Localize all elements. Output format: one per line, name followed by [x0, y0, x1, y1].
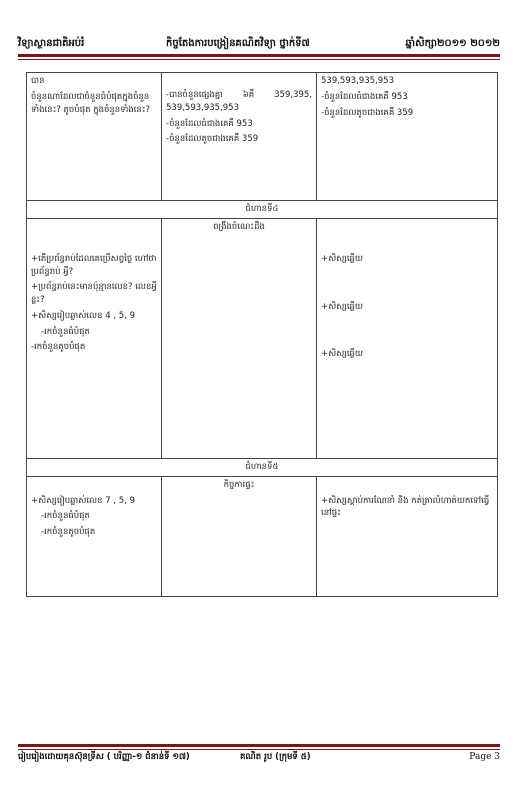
cell-student-activity: +សិស្សឆ្លើយ +សិស្សឆ្លើយ +សិស្សឆ្លើយ	[317, 218, 498, 458]
cell-content	[162, 218, 317, 458]
cell-teacher-activity: បាន ចំនួនណាដែលជាចំនួនធំបំផុតក្នុងចំនួនទាំងនេះ? តូចបំផុត ក្នុងចំនួនទាំងនេះ?	[27, 73, 162, 201]
cell-teacher-activity: +សិស្សរៀបឆ្លាស់លេខ 7 , 5, 9 -រកចំនួនធំបំផុត -រកចំនួនតូចបំផុត	[27, 476, 162, 596]
cell-student-activity: +សិស្សស្តាប់ការណែនាំ និង កត់ត្រាលំហាត់យកទៅធ្វើនៅផ្ទះ	[317, 476, 498, 596]
footer-rule	[18, 744, 500, 747]
header-rule	[18, 54, 500, 57]
cell-student-activity: 539,593,935,953 -ចំនួនដែលធំជាងគេគឺ 953 -ចំនួនដែលតូចជាងគេគឺ 359	[317, 73, 498, 201]
step-5-subheader: កិច្ចការផ្ទះ	[223, 479, 255, 490]
header-year: ឆ្នាំសិក្សា២០១១ ២០១២	[405, 38, 500, 49]
lesson-plan-table	[26, 72, 498, 597]
page-header	[18, 36, 500, 50]
cell-teacher-activity: +តើប្រព័ន្ធរាប់ដែលគេប្រើសព្វថ្ងៃ ហៅថាប្រព័ន្ធរាប់ អ្វី? +ប្រព័ន្ធរាប់នេះមានប៉ុន្មានលេខ? លេខអ្វីខ្លះ? +សិស្សរៀបឆ្លាស់លេខ 4 , 5, 9 -រកចំនួនធំបំផុត -រកចំនួនតូចបំផុត	[27, 218, 162, 458]
header-rule-thin	[18, 59, 500, 60]
header-title: កិច្ចតែងការបង្រៀនគណិតវិទ្យា ថ្នាក់ទី៧	[166, 38, 310, 49]
step-header-row	[27, 458, 498, 476]
table-row	[27, 218, 498, 458]
table-row	[27, 73, 498, 201]
page-number: Page 3	[469, 752, 500, 762]
header-institute: វិទ្យាស្ថានជាតិអប់រំ	[18, 38, 85, 49]
step-5-label: ជំហានទី៥	[27, 458, 498, 476]
table-row	[27, 476, 498, 596]
footer-author: រៀបរៀងដោយគុន​ស៊ុនទ្រីស ( បរិញ្ញា-១ ជំនាន់ទី ១៧)	[18, 752, 190, 762]
footer-subject: គណិត រូប (ក្រុមទី ៥)	[240, 752, 311, 762]
footer-rule-thin	[18, 749, 500, 750]
cell-content: -បានចំនួនផ្សេងគ្នា ៦គឺ 359,395, 539,593,935,953 -ចំនួនដែលធំជាងគេគឺ 953 -ចំនួនដែលតូចជាងគេគឺ 359	[162, 73, 317, 201]
page-footer	[18, 752, 500, 766]
step-header-row	[27, 201, 498, 219]
cell-content	[162, 476, 317, 596]
step-4-label: ជំហានទី៤	[27, 201, 498, 219]
step-4-subheader: ពង្រឹងចំណេះដឹង	[213, 221, 265, 232]
